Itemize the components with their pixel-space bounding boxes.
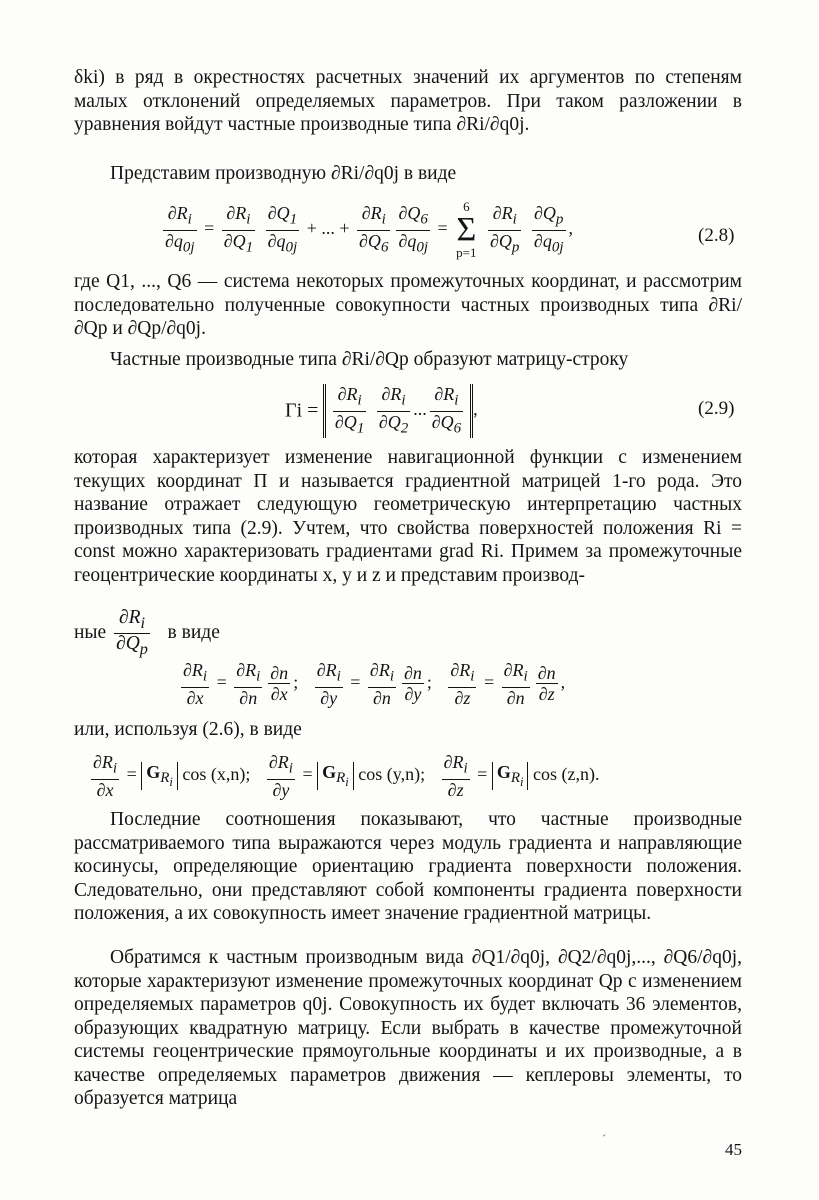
paragraph-5-tail-suffix: в виде (167, 621, 220, 643)
paragraph-2: Представим производную ∂Ri/∂q0j в виде (110, 163, 457, 184)
equation-xyz-derivatives: $\frac{\partial R_i}{\partial x}$ = $\frac{\partial R_i}{\partial n}$ $\frac{\partial n}{\partial x}$ ; $\frac{\partial R_i}{\partial y}$ = $\frac{\partial R_i}{\partial n}$ $\frac{\partial n}{\partial y}$ ; $\frac{\partial R_i}{\partial z}$ = $\frac{\partial R_i}{\partial n}$ $\frac{\partial n}{\partial z}$ , (183, 660, 566, 708)
sum-lower: p=1 (456, 245, 477, 260)
paragraph-3: где Q1, ..., Q6 — система некоторых промежуточных координат, и рассмотрим последовательно полученные совокупности частных производных типа ∂Ri/∂Qp и ∂Qp/∂q0j. (74, 271, 742, 339)
equation-2-9-lhs: Γi = (285, 399, 319, 422)
paragraph-5-tail: ные $\frac{\partial R_i}{\partial Q_p}$ в виде (74, 607, 220, 658)
stray-mark: ´ (602, 1132, 606, 1146)
cos-y: cos (y,n); (358, 763, 426, 784)
paragraph-4: Частные производные типа ∂Ri/∂Qp образуют матрицу-строку (110, 349, 629, 370)
paragraph-1: δki) в ряд в окрестностях расчетных значений их аргументов по степеням малых отклонений определяемых параметров. При таком разложении в уравнения войдут частные производные типа ∂Ri/∂q0j. (74, 67, 742, 135)
paragraph-5: которая характеризует изменение навигационной функции с изменением текущих координат П и называется градиентной матрицей 1-го рода. Это название отражает следующую геометрическую интерпретацию частных производных типа (2.9). Учтем, что свойства поверхностей положения Ri = const можно характеризовать градиентами grad Ri. Примем за промежуточные геоцентрические координаты x, y и z и представим производ- (74, 447, 742, 586)
paragraph-7: Последние соотношения показывают, что частные производные рассматриваемого типа выражаются через модуль градиента и направляющие косинусы, определяющие ориентацию градиента поверхности положения. Следовательно, они представляют собой компоненты градиента поверхности положения, а их совокупность имеет значение градиентной матрицы. (74, 809, 742, 924)
equation-number-2-9: (2.9) (698, 398, 735, 419)
equation-2-8: $\frac{\partial R_i}{\partial q_{0j}}$ = $\frac{\partial R_i}{\partial Q_1}$ $\frac{\partial Q_1}{\partial q_{0j}}$ + ... + $\frac{\partial R_i}{\partial Q_6}$ $\frac{\partial Q_6}{\partial q_{0j}}$ = 6 Σ p=1 $\frac{\partial R_i}{\partial Q_p}$ $\frac{\partial Q_p}{\partial q_{0j}}$ , (165, 199, 573, 260)
cos-z: cos (z,n). (532, 763, 600, 784)
equation-number-2-8: (2.8) (698, 225, 735, 246)
page-number: 45 (725, 1140, 742, 1159)
paragraph-5-tail-prefix: ные (74, 621, 107, 643)
sum-upper: 6 (463, 199, 470, 214)
equation-2-9: Γi = $\frac{\partial R_i}{\partial Q_1}$ $\frac{\partial R_i}{\partial Q_2}$ ... $\frac{\partial R_i}{\partial Q_6}$ , (285, 384, 478, 437)
cos-x: cos (x,n); (182, 763, 251, 784)
equation-gradient-cosines: $\frac{\partial R_i}{\partial x}$ = $G_{R_i}$ cos (x,n); $\frac{\partial R_i}{\partial y}$ = $G_{R_i}$ cos (y,n); $\frac{\partial R_i}{\partial z}$ = $G_{R_i}$ cos (z,n). (93, 752, 600, 800)
paragraph-8: Обратимся к частным производным вида ∂Q1/∂q0j, ∂Q2/∂q0j,..., ∂Q6/∂q0j, которые характеризуют изменение промежуточных координат Qp с изменением определяемых параметров q0j. Совокупность их будет включать 36 элементов, образующих квадратную матрицу. Если выбрать в качестве промежуточной системы геоцентрические прямоугольные координаты и их производные, а в качестве определяемых параметров движения — кеплеровы элементы, то образуется матрица (74, 947, 742, 1109)
paragraph-6: или, используя (2.6), в виде (74, 719, 302, 740)
